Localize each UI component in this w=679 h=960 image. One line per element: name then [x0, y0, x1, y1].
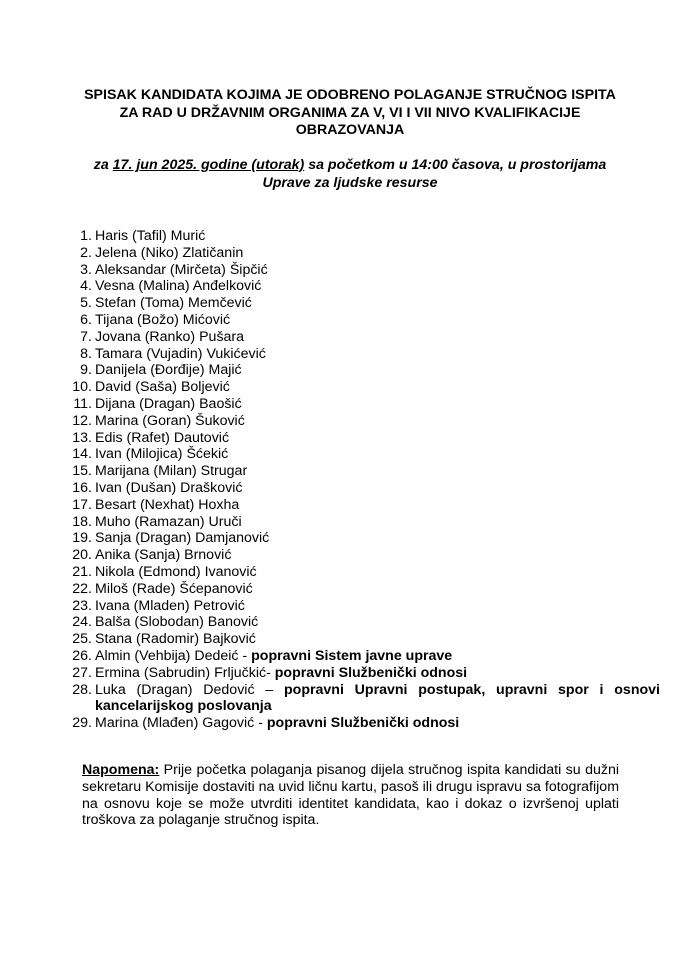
item-number: 2.: [80, 244, 92, 261]
candidate-entry: [95, 682, 660, 716]
retake-note: popravni Sistem javne uprave: [251, 647, 453, 664]
list-item: [60, 715, 660, 732]
schedule-line-1: [60, 157, 640, 175]
retake-note: popravni Službenički odnosi: [266, 715, 460, 732]
candidate-name: Stefan (Toma) Memčević: [95, 295, 252, 312]
candidate-list: [60, 228, 660, 732]
list-item: [60, 446, 660, 463]
candidate-name: Vesna (Malina) Anđelković: [95, 278, 262, 295]
candidate-name: Luka (Dragan) Dedović –: [95, 681, 284, 698]
list-item: [60, 514, 660, 531]
candidate-name: Marina (Goran) Šuković: [95, 412, 245, 429]
item-number: 20.: [72, 547, 92, 564]
candidate-name: Ivana (Mladen) Petrović: [95, 597, 245, 614]
list-item: [60, 665, 660, 682]
candidate-name: Balša (Slobodan) Banović: [95, 614, 259, 631]
candidate-name: Muho (Ramazan) Uruči: [95, 513, 242, 530]
candidate-name: Marijana (Milan) Strugar: [95, 463, 248, 480]
item-number: 15.: [72, 463, 92, 480]
candidate-name: Sanja (Dragan) Damjanović: [95, 530, 270, 547]
list-item: [60, 682, 660, 716]
item-number: 6.: [80, 311, 92, 328]
list-item: [60, 278, 660, 295]
retake-note: popravni Upravni postupak, upravni spor i osnovi kancelarijskog poslovanja: [95, 681, 660, 715]
candidate-name: Ivan (Milojica) Šćekić: [95, 446, 229, 463]
candidate-name: Stana (Radomir) Bajković: [95, 631, 256, 648]
candidate-name: Jovana (Ranko) Pušara: [95, 328, 245, 345]
list-item: [60, 312, 660, 329]
item-number: 26.: [72, 647, 92, 664]
item-number: 5.: [80, 295, 92, 312]
candidate-name: Miloš (Rade) Šćepanović: [95, 580, 253, 597]
napomena-text: Prije početka polaganja pisanog dijela stručnog ispita kandidati su dužni sekretaru Komisije dostaviti na uvid ličnu kartu, pasoš ili drugu ispravu sa fotografijom na osnovu koje se može utvrditi identitet kandidata, kao i dokaz o izvršenoj uplati troškova za polaganje stručnog ispita.: [82, 762, 620, 829]
title-line: SPISAK KANDIDATA KOJIMA JE ODOBRENO POLAGANJE STRUČNOG ISPITA: [84, 87, 616, 103]
list-item: [60, 396, 660, 413]
item-number: 23.: [72, 597, 92, 614]
item-number: 17.: [72, 496, 92, 513]
list-item: [60, 228, 660, 245]
candidate-name: Jelena (Niko) Zlatičanin: [95, 244, 244, 261]
candidate-name: Tijana (Božo) Mićović: [95, 311, 231, 328]
item-number: 28.: [72, 681, 92, 698]
item-number: 13.: [72, 429, 92, 446]
list-item: [60, 262, 660, 279]
list-item: [60, 497, 660, 514]
title-line: ZA RAD U DRŽAVNIM ORGANIMA ZA V, VI I VII NIVO KVALIFIKACIJE: [119, 104, 581, 121]
candidate-name: Marina (Mlađen) Gagović -: [95, 715, 267, 732]
item-number: 7.: [80, 328, 92, 345]
list-item: [60, 295, 660, 312]
item-number: 19.: [72, 530, 92, 547]
candidate-name: Besart (Nexhat) Hoxha: [95, 496, 240, 513]
item-number: 18.: [72, 513, 92, 530]
list-item: [60, 648, 660, 665]
document-title: [60, 87, 640, 140]
title-line: OBRAZOVANJA: [295, 122, 405, 138]
item-number: 9.: [80, 362, 92, 379]
list-item: [60, 614, 660, 631]
item-number: 22.: [72, 580, 92, 597]
item-number: 16.: [72, 479, 92, 496]
napomena-label: Napomena:: [82, 762, 160, 778]
item-number: 11.: [73, 395, 92, 412]
candidate-name: Ermina (Sabrudin) Frljučkić-: [95, 664, 275, 681]
candidate-name: Almin (Vehbija) Dedeić -: [95, 647, 252, 664]
schedule-line-2: Uprave za ljudske resurse: [262, 174, 438, 191]
item-number: 27.: [72, 664, 92, 681]
candidate-name: David (Saša) Boljević: [95, 379, 230, 396]
item-number: 4.: [80, 278, 92, 295]
list-item: [60, 530, 660, 547]
list-item: [60, 581, 660, 598]
item-number: 29.: [72, 715, 92, 732]
list-item: [60, 547, 660, 564]
schedule-rest: sa početkom u 14:00 časova, u prostorijama: [304, 157, 607, 173]
candidate-name: Dijana (Dragan) Baošić: [95, 395, 242, 412]
item-number: 3.: [80, 261, 92, 278]
retake-note: popravni Službenički odnosi: [274, 664, 468, 681]
list-item: [60, 362, 660, 379]
candidate-name: Danijela (Đorđije) Majić: [95, 362, 242, 379]
item-number: 24.: [72, 614, 92, 631]
schedule-prefix: za: [93, 157, 113, 173]
list-item: [60, 245, 660, 262]
list-item: [60, 346, 660, 363]
item-number: 1.: [80, 228, 92, 244]
exam-date: 17. jun 2025. godine (utorak): [112, 157, 305, 173]
candidate-name: Tamara (Vujadin) Vukićević: [95, 345, 266, 362]
item-number: 25.: [72, 631, 92, 648]
item-number: 21.: [72, 563, 92, 580]
list-item: [60, 413, 660, 430]
item-number: 8.: [80, 345, 92, 362]
list-item: [60, 379, 660, 396]
candidate-name: Edis (Rafet) Dautović: [95, 429, 230, 446]
list-item: [60, 463, 660, 480]
candidate-name: Anika (Sanja) Brnović: [95, 547, 232, 564]
candidate-name: Aleksandar (Mirčeta) Šipčić: [95, 261, 268, 278]
list-item: [60, 480, 660, 497]
item-number: 12.: [72, 412, 92, 429]
item-number: 14.: [72, 446, 92, 463]
exam-schedule: [60, 157, 640, 192]
item-number: 10.: [72, 379, 92, 396]
candidate-name: Haris (Tafil) Murić: [95, 228, 206, 244]
candidate-name: Ivan (Dušan) Drašković: [95, 479, 243, 496]
napomena-note: [82, 762, 619, 829]
candidate-name: Nikola (Edmond) Ivanović: [95, 563, 257, 580]
list-item: [60, 564, 660, 581]
list-item: [60, 329, 660, 346]
list-item: [60, 631, 660, 648]
list-item: [60, 430, 660, 447]
list-item: [60, 598, 660, 615]
